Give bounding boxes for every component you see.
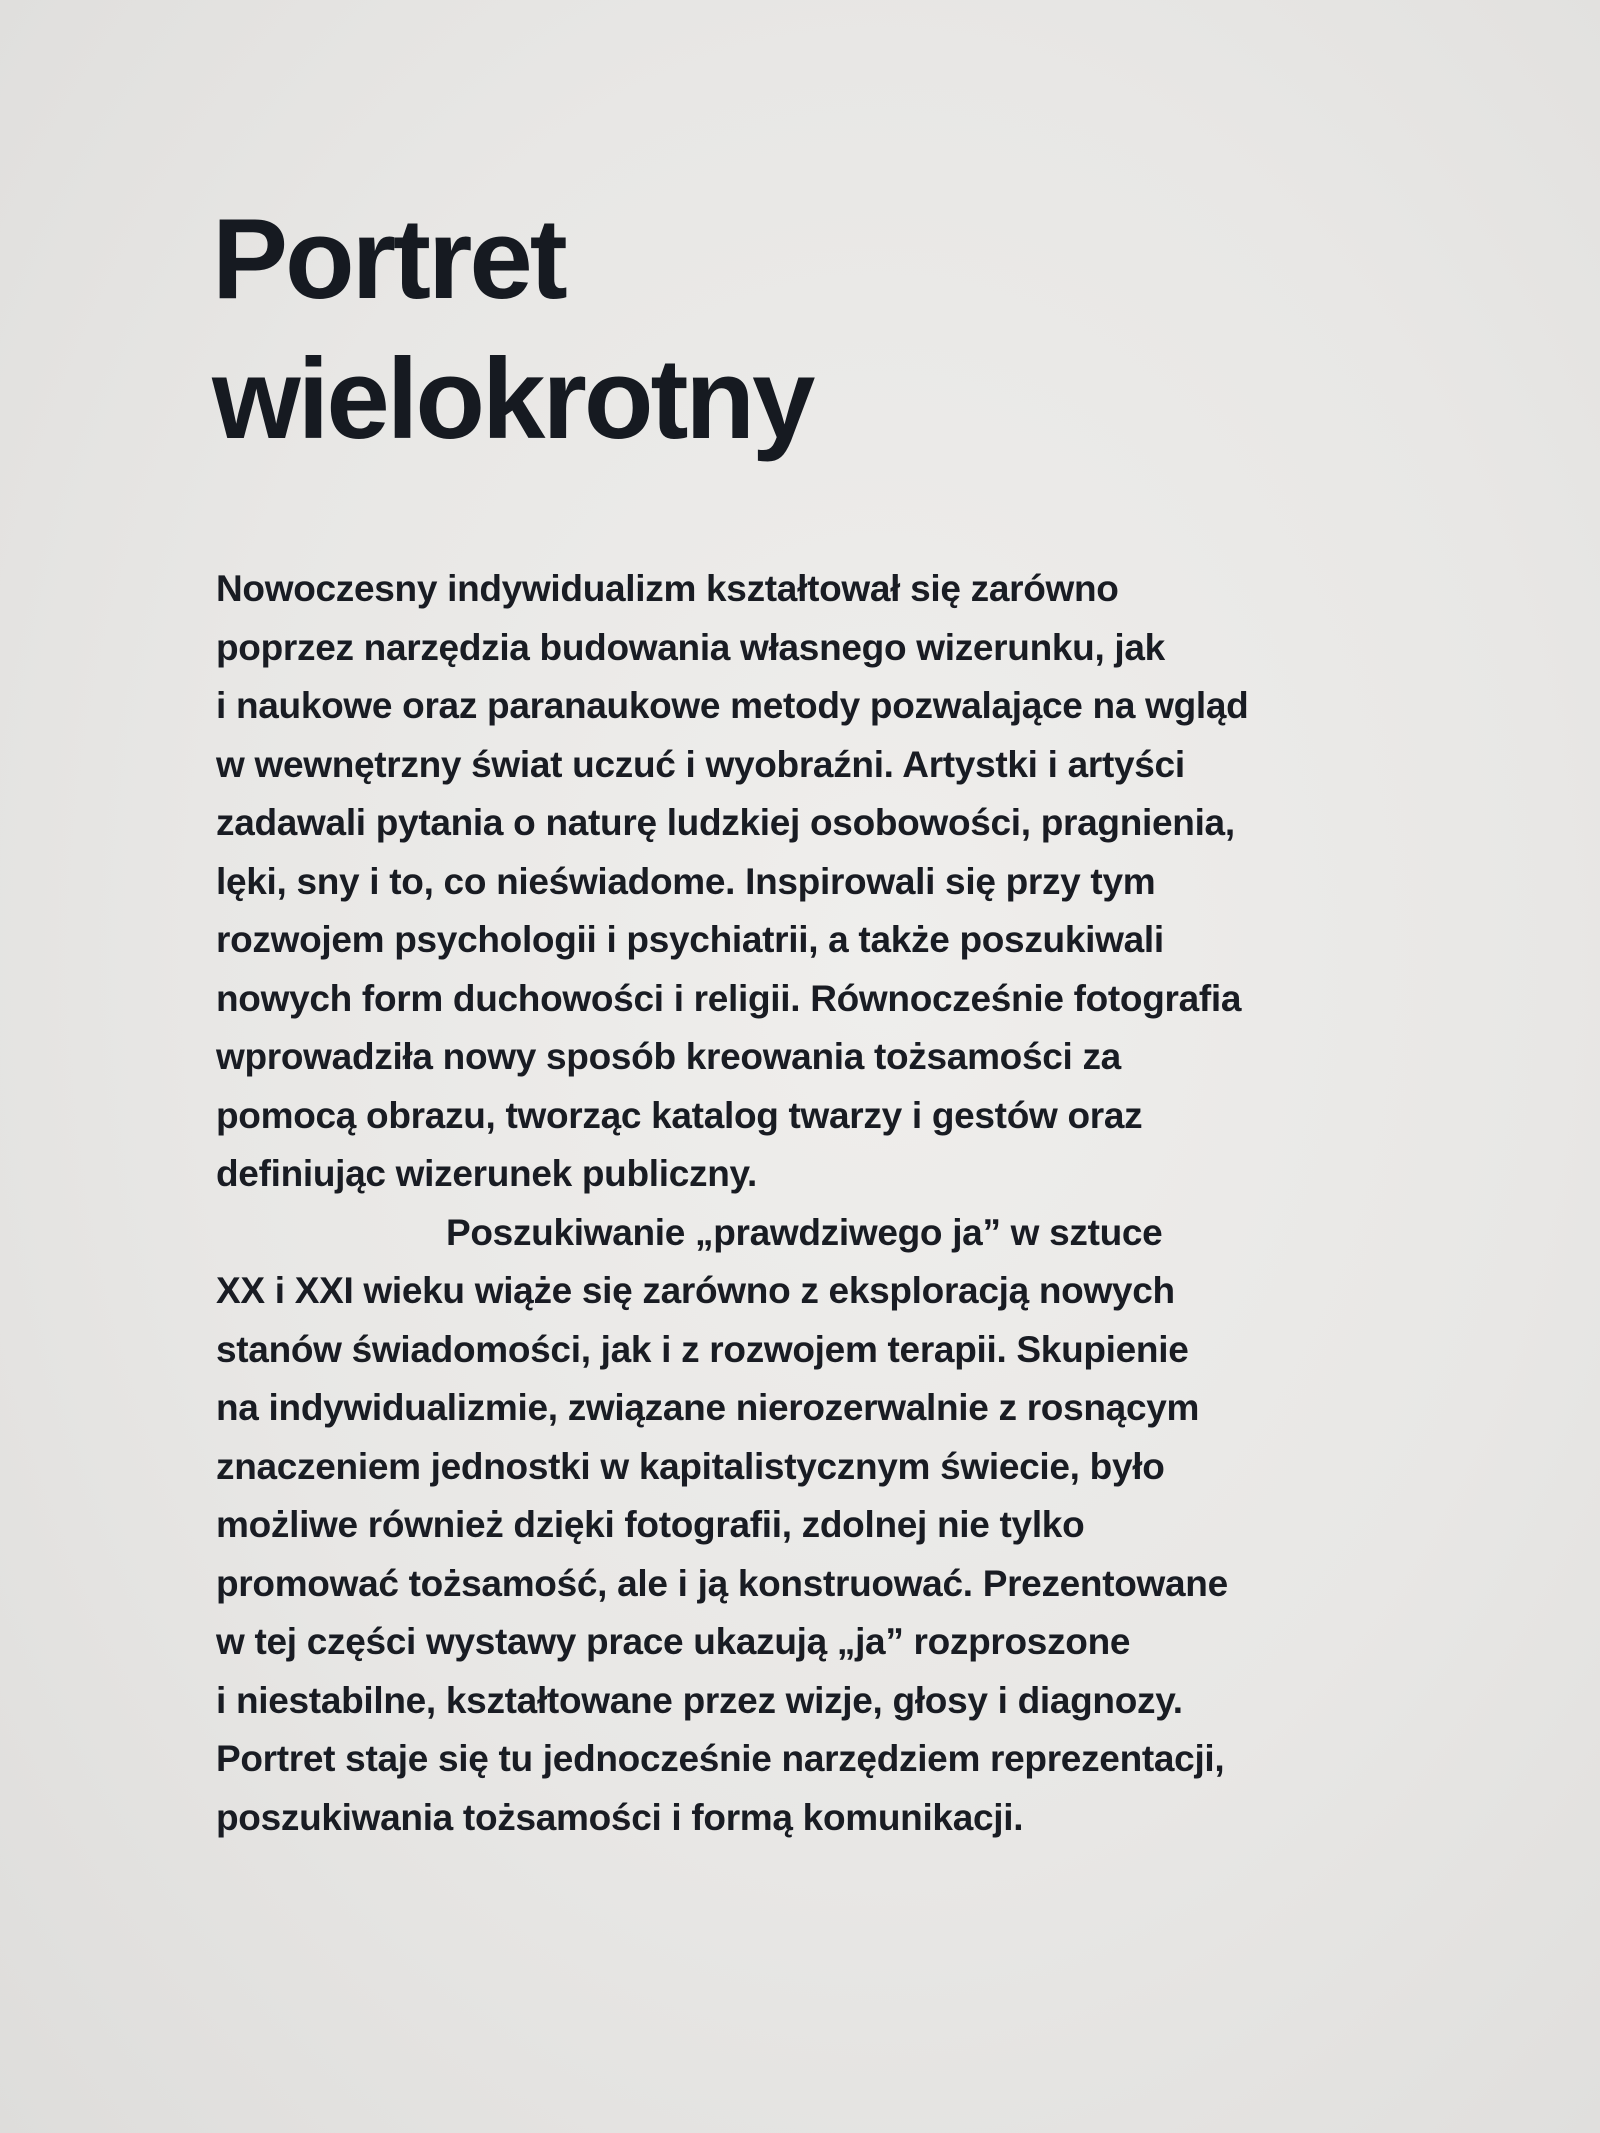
paragraph-2-line: poszukiwania tożsamości i formą komunikacji. xyxy=(216,1796,1024,1838)
paragraph-2-line: XX i XXI wieku wiąże się zarówno z eksploracją nowych xyxy=(216,1270,1175,1311)
paragraph-1-line: zadawali pytania o naturę ludzkiej osobowości, pragnienia, xyxy=(216,802,1235,843)
paragraph-1-line: poprzez narzędzia budowania własnego wizerunku, jak xyxy=(216,626,1165,668)
paragraph-1-line: Nowoczesny indywidualizm kształtował się zarówno xyxy=(216,568,1119,609)
paragraph-2-line: możliwe również dzięki fotografii, zdolnej nie tylko xyxy=(216,1504,1085,1545)
paragraph-2-line: w tej części wystawy prace ukazują „ja” rozproszone xyxy=(216,1621,1131,1662)
paragraph-1-line: definiując wizerunek publiczny. xyxy=(216,1153,758,1194)
paragraph-1-line: pomocą obrazu, tworząc katalog twarzy i gestów oraz xyxy=(216,1094,1143,1136)
paragraph-1-line: lęki, sny i to, co nieświadome. Inspirowali się przy tym xyxy=(216,860,1156,902)
panel-title-line-2: wielokrotny xyxy=(212,336,813,463)
panel-title-line-1: Portret xyxy=(212,196,565,323)
panel-title xyxy=(212,190,812,470)
paragraph-2-line: Portret staje się tu jednocześnie narzędziem reprezentacji, xyxy=(216,1738,1225,1779)
paragraph-1-line: i naukowe oraz paranaukowe metody pozwalające na wgląd xyxy=(216,685,1249,726)
paragraph-2-line: znaczeniem jednostki w kapitalistycznym świecie, było xyxy=(216,1445,1165,1487)
panel-body-text xyxy=(216,560,1576,1847)
paragraph-1-line: nowych form duchowości i religii. Równocześnie fotografia xyxy=(216,977,1242,1019)
paragraph-1-line: w wewnętrzny świat uczuć i wyobraźni. Artystki i artyści xyxy=(216,743,1185,785)
paragraph-2-line: promować tożsamość, ale i ją konstruować. Prezentowane xyxy=(216,1562,1228,1604)
paragraph-2-line: na indywidualizmie, związane nierozerwalnie z rosnącym xyxy=(216,1387,1200,1428)
paragraph-2-line: stanów świadomości, jak i z rozwojem terapii. Skupienie xyxy=(216,1328,1189,1370)
paragraph-1-line: rozwojem psychologii i psychiatrii, a także poszukiwali xyxy=(216,919,1164,960)
paragraph-2-line: Poszukiwanie „prawdziwego ja” w sztuce xyxy=(446,1211,1163,1253)
paragraph-2-line: i niestabilne, kształtowane przez wizje, głosy i diagnozy. xyxy=(216,1679,1183,1721)
paragraph-1-line: wprowadziła nowy sposób kreowania tożsamości za xyxy=(216,1036,1121,1077)
